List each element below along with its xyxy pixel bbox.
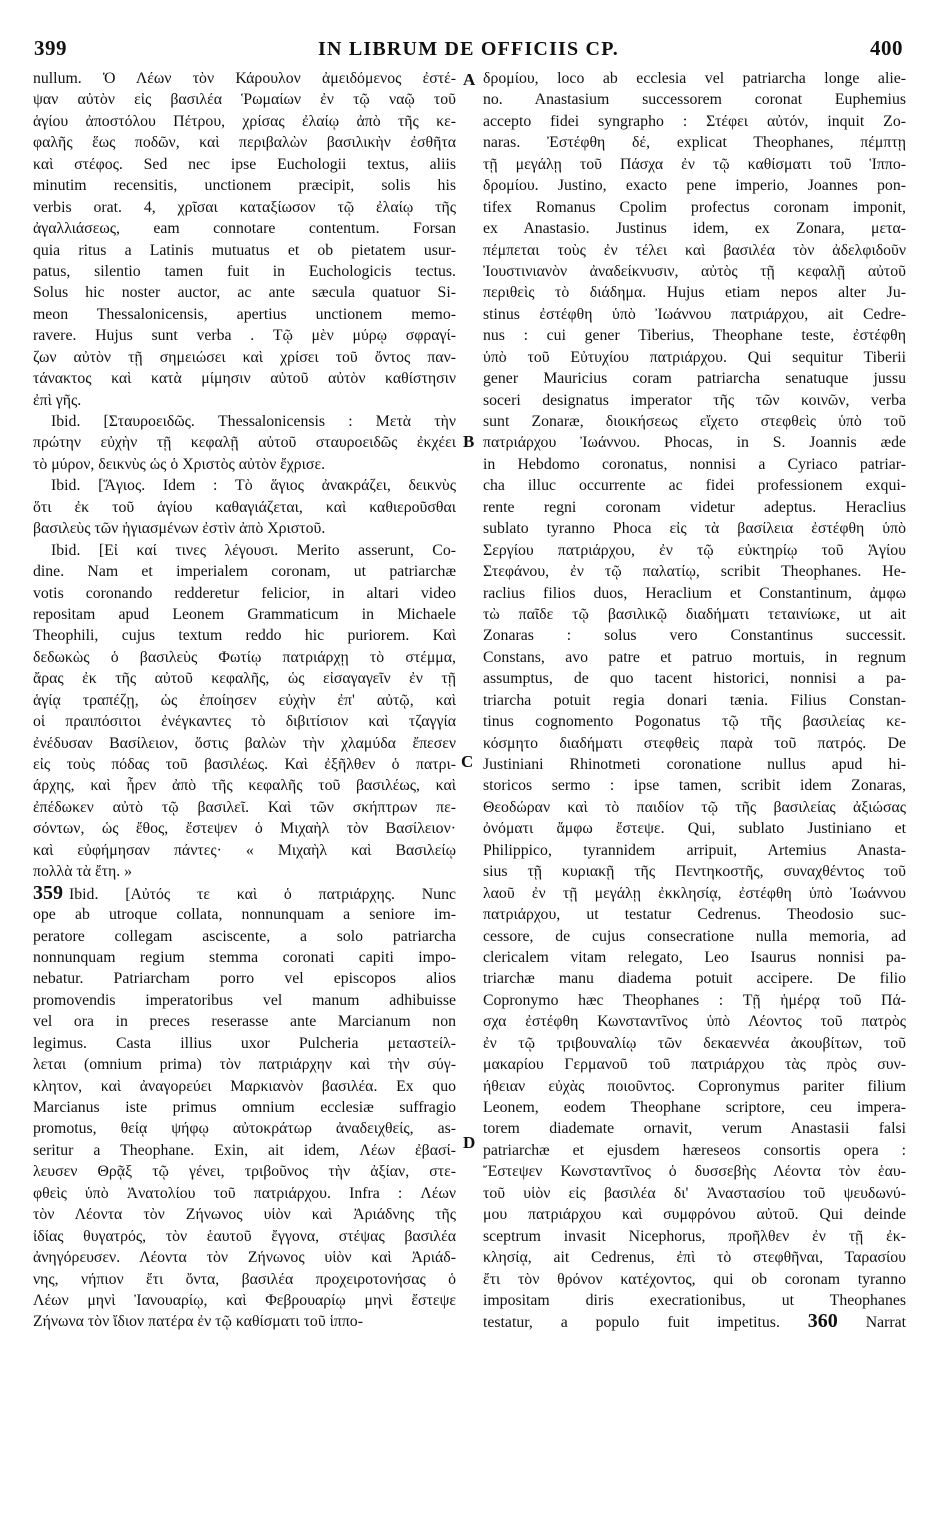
- line-text: καὶ εὐφήμησαν πάντες· « Μιχαὴλ καὶ Βασιλείῳ: [33, 841, 456, 859]
- line-text: quia ritus a Latinis mutuatus et ob pietatem usur-: [33, 241, 456, 259]
- line-text: Ibid. [Αὐτός τε καὶ ὁ πατριάρχης. Nunc: [69, 885, 456, 903]
- left-column: [33, 68, 456, 1333]
- line-text: ζων αὐτὸν τῇ σημειώσει καὶ χρίσει τοῦ ὄντος παν-: [33, 348, 456, 366]
- text-line: [483, 1226, 906, 1247]
- line-text: βασιλεὺς τῶν ἡγιασμένων ἐστὶν ἀπὸ Χριστοῦ.: [33, 520, 326, 538]
- line-text: nullum. Ὁ Λέων τὸν Κάρουλον ἀμειδόμενος ἐστέ-: [33, 70, 456, 87]
- text-line: [483, 175, 906, 196]
- line-text: ravere. Hujus sunt verba . Τῷ μὲν μύρῳ σφραγί-: [33, 327, 456, 345]
- line-text: cha illuc occurrente ac fidei professionem exqui-: [483, 477, 906, 495]
- line-text: ἐπέδωκεν αὐτὸ τῷ βασιλεῖ. Καὶ τῶν σκήπτρων πε-: [33, 798, 456, 816]
- text-line: [483, 1183, 906, 1204]
- line-text: meon Thessalonicensis, apertius unctionem memo-: [33, 305, 456, 323]
- line-text: Σεργίου πατριάρχου, ἐν τῷ εὐκτηρίῳ τοῦ Ἁγίου: [483, 541, 906, 559]
- text-line: [33, 647, 456, 668]
- text-line: [33, 990, 456, 1011]
- line-text: Ἔστεψεν Κωνσταντῖνος ὁ δυσσεβὴς Λέοντα τὸν ἑαυ-: [483, 1163, 906, 1181]
- line-text: naras. Ἐστέφθη δέ, explicat Theophanes, πέμπτῃ: [483, 134, 906, 152]
- line-text: πατριάρχου, ut testatur Cedrenus. Theodosio suc-: [483, 906, 906, 924]
- text-line: [483, 454, 906, 475]
- text-line: [483, 883, 906, 904]
- text-line: [33, 1054, 456, 1075]
- line-text: ἐνέδυσαν Βασίλειον, ὅστις βαλὼν τὴν χλαμύδα ἔπεσεν: [33, 734, 456, 752]
- text-line: [33, 68, 456, 89]
- text-line: [33, 1311, 456, 1332]
- line-text: sunt Zonaræ, διοικήσεως εἴχετο στεφθεὶς ὑπὸ τοῦ: [483, 413, 906, 430]
- text-line: [483, 1118, 906, 1139]
- text-line: [33, 111, 456, 132]
- text-line: [483, 540, 906, 561]
- text-line: [483, 411, 906, 432]
- text-line: [483, 1033, 906, 1054]
- text-line: [33, 1076, 456, 1097]
- margin-marker-b: B: [463, 432, 475, 451]
- text-line: [33, 926, 456, 947]
- text-line: [483, 690, 906, 711]
- line-text: storicos sermo : ipse tamen, scribit idem Zonaras,: [483, 777, 906, 795]
- line-text: ἐν τῷ τριβουναλίῳ τῶν δεκαεννέα ἀκουβίτων, τοῦ: [483, 1034, 906, 1052]
- line-text: ἀνηγόρευσεν. Λέοντα τὸν Ζήνωνος υἱὸν καὶ Ἀριάδ-: [33, 1249, 456, 1267]
- line-text: sublato tyranno Phoca εἰς τὰ βασίλεια ἐστέφθη ὑπὸ: [483, 520, 906, 538]
- text-line: [483, 625, 906, 646]
- line-text: verbis orat. 4, χρῖσαι καταξίωσον τῷ ἐλαίῳ τῆς: [33, 198, 456, 216]
- text-line: [483, 840, 906, 861]
- line-text: promovendis imperatoribus vel manum adhibuisse: [33, 991, 456, 1009]
- text-line: [33, 711, 456, 732]
- text-line: [483, 711, 906, 732]
- text-line: [33, 583, 456, 604]
- line-text: triarchæ manu diadema potuit accipere. De filio: [483, 970, 906, 988]
- right-column: [483, 68, 906, 1333]
- text-line: [33, 904, 456, 925]
- text-line: [33, 668, 456, 689]
- line-text: τὼ παῖδε τῷ βασιλικῷ διαδήματι τεταινίωκε, ut ait: [483, 605, 906, 623]
- text-line: [483, 968, 906, 989]
- text-line: [483, 347, 906, 368]
- line-text: Θεοδώραν καὶ τὸ παιδίον τῷ τῆς βασιλείας ἀξιώσας: [483, 798, 906, 816]
- text-line: [483, 1311, 906, 1332]
- text-line: [483, 282, 906, 303]
- line-text: Ἰουστινιανὸν ἀναδείκνυσιν, αὐτὸς τῇ κεφαλῇ αὐτοῦ: [483, 262, 906, 280]
- line-text: impositam diris execrationibus, ut Theophanes: [483, 1291, 906, 1309]
- text-line: [483, 1011, 906, 1032]
- section-number: 360: [807, 1311, 838, 1333]
- text-line: [483, 1054, 906, 1075]
- line-text: λευσεν Θρᾷξ τῷ γένει, τριβοῦνος τὴν ἀξίαν, στε-: [33, 1163, 456, 1181]
- line-text: εἰς τοὺς πόδας τοῦ βασιλέως. Καὶ ἐξῆλθεν ὁ πατρι-: [33, 756, 456, 773]
- text-line: [33, 1247, 456, 1268]
- line-text: ὅτι ἐκ τοῦ ἁγίου καθαγιάζεται, καὶ καθιεροῦσθαι: [33, 498, 456, 516]
- line-text: Ibid. [Εἰ καί τινες λέγουσι. Merito asserunt, Co-: [51, 541, 456, 559]
- text-line: [483, 818, 906, 839]
- text-line: [483, 668, 906, 689]
- line-text: κόσμητο διαδήματι στεφθεὶς παρὰ τοῦ πατρός. De: [483, 734, 906, 752]
- line-text: ex Anastasio. Justinus idem, ex Zonara, μετα-: [483, 220, 906, 238]
- text-line: [483, 926, 906, 947]
- text-line: [483, 132, 906, 153]
- line-text: Theophili, cujus textum reddo hic puriorem. Καὶ: [33, 627, 456, 645]
- line-text: rente regni coronam videtur adeptus. Heraclius: [483, 498, 906, 516]
- right-page-number: 400: [870, 36, 903, 60]
- text-line: [483, 1140, 906, 1161]
- text-line: [33, 690, 456, 711]
- text-line: [33, 347, 456, 368]
- line-text: δεδωκὼς ὁ βασιλεὺς Φωτίῳ πατριάρχῃ τὸ στέμμα,: [33, 648, 456, 666]
- text-line: [483, 390, 906, 411]
- text-line: [33, 1226, 456, 1247]
- line-text: no. Anastasium successorem coronat Euphemius: [483, 91, 906, 109]
- text-line: [33, 218, 456, 239]
- text-line: [483, 990, 906, 1011]
- text-line: [483, 368, 906, 389]
- line-text: triarcha potuit regia donari tænia. Filius Constan-: [483, 691, 906, 709]
- line-text: soceri designatus imperator τῆς τῶν κοινῶν, verba: [483, 391, 906, 409]
- text-line: [33, 861, 456, 882]
- line-text: λεται (omnium prima) τὸν πατριάρχην καὶ τὴν σύγ-: [33, 1056, 456, 1074]
- line-text: Leonem, eodem Theophane scriptore, ceu impera-: [483, 1099, 906, 1116]
- text-line: [33, 89, 456, 110]
- line-text: ὑπὸ τοῦ Εὐτυχίου πατριάρχου. Qui sequitur Tiberii: [483, 348, 906, 366]
- line-text: ope ab utroque collata, nonnunquam a seniore im-: [33, 906, 456, 924]
- line-text: Philippico, tyrannidem arripuit, Artemius Anasta-: [483, 841, 906, 859]
- text-line: [33, 154, 456, 175]
- line-text: Λέων μηνὶ Ἰανουαρίῳ, καὶ Φεβρουαρίῳ μηνὶ ἔστεψε: [33, 1291, 456, 1309]
- running-title: IN LIBRUM DE OFFICIIS CP.: [318, 38, 619, 60]
- line-text: promotus, θείᾳ ψήφῳ αὐτοκράτωρ ἀναδειχθείς, as-: [33, 1120, 456, 1138]
- margin-marker-a: A: [463, 70, 476, 89]
- text-line: [33, 540, 456, 561]
- text-line: [33, 1011, 456, 1032]
- line-text: ήθειαν εὐχὰς ποιοῦντος. Copronymus pariter filium: [483, 1077, 906, 1095]
- text-line: [33, 390, 456, 411]
- text-line: [33, 304, 456, 325]
- text-line: [483, 240, 906, 261]
- text-line: [483, 1269, 906, 1290]
- text-line: [33, 475, 456, 496]
- line-text: δρομίου, loco ab ecclesia vel patriarcha longe alie-: [483, 70, 906, 87]
- text-line: [483, 518, 906, 539]
- line-text: ἰδίας θυγατρός, τὸν ἑαυτοῦ ἔγγονα, στέψας βασιλέα: [33, 1227, 456, 1245]
- text-line: [33, 175, 456, 196]
- text-line: [483, 218, 906, 239]
- line-text: legimus. Casta illius uxor Pulcheria μεταστείλ-: [33, 1034, 456, 1052]
- section-number: 359: [33, 882, 63, 904]
- line-text: repositam apud Leonem Grammaticum in Michaele: [33, 605, 456, 623]
- line-text: torem diademate ornavit, verum Anastasii falsi: [483, 1120, 906, 1138]
- text-line: [483, 647, 906, 668]
- text-line: [483, 154, 906, 175]
- line-text: τάνακτος καὶ κατὰ μίμησιν αὐτοῦ αὐτὸν καθίστησιν: [33, 370, 456, 388]
- line-text: tifex Romanus Cpolim profectus coronam imponit,: [483, 198, 906, 216]
- text-line: [33, 561, 456, 582]
- text-line: [33, 797, 456, 818]
- line-text: πέμπεται τοὺς ἐν τέλει καὶ βασιλέα τὸν ἀδελφιδοῦν: [483, 241, 906, 259]
- line-text: dine. Nam et imperialem coronam, ut patriarchæ: [33, 563, 456, 581]
- text-line: [483, 1161, 906, 1182]
- line-text: τοῦ υἱὸν εἰς βασιλέα δι' Ἀναστασίου τοῦ ψευδωνύ-: [483, 1184, 906, 1202]
- text-line: [483, 861, 906, 882]
- margin-marker-d: D: [463, 1133, 476, 1152]
- line-text: Justiniani Rhinotmeti coronatione nullus apud hi-: [483, 756, 906, 773]
- text-line: [33, 947, 456, 968]
- text-line: [33, 1269, 456, 1290]
- line-text: καὶ στέφος. Sed nec ipse Euchologii textus, aliis: [33, 155, 456, 173]
- line-text: Solus hic noster auctor, ac ante sæcula quatuor Si-: [33, 284, 456, 302]
- text-line: [33, 518, 456, 539]
- text-line: [483, 111, 906, 132]
- line-text: Copronymo hæc Theophanes : Τῇ ἡμέρᾳ τοῦ Πά-: [483, 991, 906, 1009]
- line-text: φθεὶς ὑπὸ Ἀνατολίου τοῦ πατριάρχου. Infra : Λέων: [33, 1184, 456, 1202]
- text-line: [33, 1183, 456, 1204]
- text-line: [483, 797, 906, 818]
- text-line: [33, 197, 456, 218]
- line-text: ἐπὶ γῆς.: [33, 391, 82, 409]
- line-text: πατριάρχου Ἰωάννου. Phocas, in S. Joannis æde: [483, 434, 906, 452]
- text-line: [483, 775, 906, 796]
- line-text: stinus ἐστέφθη ὑπὸ Ἰωάννου πατριάρχου, ait Cedre-: [483, 305, 906, 323]
- line-text: ἔτι τὸν θρόνον κατέχοντος, qui ob coronam tyranno: [483, 1270, 906, 1288]
- line-text: Ibid. [Σταυροειδῶς. Thessalonicensis : Μετὰ τὴν: [51, 413, 456, 430]
- text-line: [483, 1076, 906, 1097]
- line-text: gener Mauricius coram patriarcha senatuque jussu: [483, 370, 906, 388]
- text-line: [483, 1247, 906, 1268]
- line-text: ἀγαλλιάσεως, eam connotare contentum. Forsan: [33, 220, 456, 238]
- line-text: σόντων, ὡς ἔθος, ἔστεψεν ὁ Μιχαὴλ τὸν Βασίλειον·: [33, 820, 456, 838]
- line-text: Marcianus iste primus omnium ecclesiæ suffragio: [33, 1099, 456, 1116]
- text-line: [483, 754, 906, 775]
- running-header: [34, 36, 903, 62]
- line-text: votis coronando redderetur felicior, in altari video: [33, 584, 456, 602]
- text-line: [483, 197, 906, 218]
- line-text: περιθεὶς τὸ διάδημα. Hujus etiam nepos alter Ju-: [483, 284, 906, 302]
- line-text: Στεφάνου, ἐν τῷ παλατίῳ, scribit Theophanes. He-: [483, 563, 906, 581]
- text-line: [33, 432, 456, 453]
- text-line: [483, 261, 906, 282]
- text-line: [483, 947, 906, 968]
- text-line: [33, 497, 456, 518]
- line-text: φαλῆς ἕως ποδῶν, καὶ περιβαλὼν βασιλικὴν ἐσθῆτα: [33, 134, 456, 152]
- margin-marker-c: C: [461, 752, 474, 771]
- line-text: Zonaras : solus vero Constantinus successit.: [483, 627, 906, 645]
- line-text: patus, silentio tamen fuit in Euchologicis tectus.: [33, 262, 456, 280]
- line-text: nebatur. Patriarcham porro vel episcopos alios: [33, 970, 456, 988]
- line-text: tinus cognomento Pogonatus τῷ τῆς βασιλείας κε-: [483, 713, 906, 731]
- text-line: [483, 561, 906, 582]
- text-line: [483, 68, 906, 89]
- line-text: nus : cui gener Tiberius, Theophane teste, ἐστέφθη: [483, 327, 906, 345]
- line-text: κλητον, καὶ ἀναγορεύει Μαρκιανὸν βασιλέα. Ex quo: [33, 1077, 456, 1095]
- text-line: [33, 818, 456, 839]
- line-text: πρώτην εὐχὴν τῇ κεφαλῇ αὐτοῦ σταυροειδῶς ἐκχέει: [33, 434, 456, 452]
- line-text: σχα ἐστέφθη Κωνσταντῖνος ὑπὸ Λέοντος τοῦ πατρὸς: [483, 1013, 906, 1031]
- text-line: [33, 1290, 456, 1311]
- text-line: [483, 1204, 906, 1225]
- line-text: ἄρας ἐκ τῆς αὐτοῦ κεφαλῆς, ὡς εἰσαγαγεῖν ἐν τῇ: [33, 670, 456, 688]
- text-line: [33, 1033, 456, 1054]
- text-line: [483, 325, 906, 346]
- text-line: [33, 968, 456, 989]
- line-text: τῇ μεγάλῃ τοῦ Πάσχα ἐν τῷ καθίσματι τοῦ Ἱππο-: [483, 155, 906, 173]
- line-text: άρχης, καὶ ἦρεν ἀπὸ τῆς κεφαλῆς τοῦ βασιλέως, καὶ: [33, 777, 456, 795]
- line-text: ὀνόματι ἄμφω ἔστεψε. Qui, sublato Justiniano et: [483, 820, 906, 838]
- text-line: [33, 733, 456, 754]
- line-text: accepto fidei syngrapho : Στέφει αὐτόν, inquit Zo-: [483, 112, 906, 130]
- text-line: [33, 1204, 456, 1225]
- catchword: Narrat: [865, 1314, 906, 1332]
- line-text: in Hebdomo coronatus, nonnisi a Cyriaco patriar-: [483, 455, 906, 473]
- text-line: [33, 368, 456, 389]
- text-line: [33, 240, 456, 261]
- line-text: νης, νήπιον ἔτι ὄντα, βασιλέα προχειροτονήσας ὁ: [33, 1270, 456, 1288]
- text-line: [33, 261, 456, 282]
- text-line: [33, 840, 456, 861]
- line-text: μου πατριάρχου καὶ συμφρόνου αὐτοῦ. Qui deinde: [483, 1206, 906, 1224]
- line-text: ἁγίου ἀποστόλου Πέτρου, χρίσας ἐλαίῳ ἀπὸ τῆς κε-: [33, 112, 456, 130]
- text-line: [33, 1140, 456, 1161]
- line-text: δρομίου. Justino, exacto pene imperio, Joannes pon-: [483, 177, 906, 195]
- text-line: [33, 1161, 456, 1182]
- text-line: [33, 282, 456, 303]
- line-text: testatur, a populo fuit impetitus.: [483, 1314, 780, 1332]
- text-line: [483, 89, 906, 110]
- line-text: Ζήνωνα τὸν ἴδιον πατέρα ἐν τῷ καθίσματι τοῦ ἱππο-: [33, 1313, 363, 1331]
- line-text: patriarchæ et ejusdem hæreseos consortis opera :: [483, 1141, 906, 1159]
- text-line: [483, 1097, 906, 1118]
- text-line: [33, 883, 456, 904]
- text-line: [483, 497, 906, 518]
- text-line: [483, 583, 906, 604]
- line-text: κλησίᾳ, ait Cedrenus, ἐπὶ τὸ στεφθῆναι, Ταρασίου: [483, 1249, 906, 1267]
- line-text: πολλὰ τὰ ἔτη. »: [33, 863, 133, 881]
- line-text: raclius filios duos, Heraclium et Constantinum, ἀμφω: [483, 584, 906, 602]
- text-line: [33, 325, 456, 346]
- line-text: seritur a Theophane. Exin, ait idem, Λέων ἐβασί-: [33, 1141, 456, 1159]
- text-line: [33, 775, 456, 796]
- line-text: peratore collegam asciscente, a solo patriarcha: [33, 927, 456, 945]
- text-line: [33, 1097, 456, 1118]
- line-text: μακαρίου Γερμανοῦ τοῦ πατριάρχου τὰς πρὸς συν-: [483, 1056, 906, 1074]
- line-text: sius τῇ κυριακῇ τῆς Πεντηκοστῆς, συναχθέντος τοῦ: [483, 863, 906, 881]
- text-line: [483, 904, 906, 925]
- text-line: [33, 754, 456, 775]
- text-line: [33, 1118, 456, 1139]
- line-text: vel ora in preces reserasse ante Marcianum non: [33, 1013, 456, 1031]
- line-text: τὸν Λέοντα τὸν Ζήνωνος υἱὸν καὶ Ἀριάδνης τῆς: [33, 1206, 456, 1224]
- line-text: nonnunquam regium stemma coronati capiti impo-: [33, 948, 456, 966]
- text-line: [483, 604, 906, 625]
- line-text: οἱ πραιπόσιτοι ἐνέγκαντες τὸ διβιτίσιον καὶ τζαγγία: [33, 713, 456, 731]
- line-text: assumptus, de quo tacent historici, nonnisi a pa-: [483, 670, 906, 688]
- line-text: λαοῦ ἐν τῇ μεγάλῃ ἐκκλησίᾳ, ἐστέφθη ὑπὸ Ἰωάννου: [483, 884, 906, 902]
- text-line: [33, 454, 456, 475]
- line-text: clericalem vitam relegato, Leo Isaurus nonnisi pa-: [483, 948, 906, 966]
- line-text: minutim recensitis, unctionem præcipit, solis his: [33, 177, 456, 195]
- text-line: [483, 733, 906, 754]
- line-text: τὸ μύρον, δεικνὺς ὡς ὁ Χριστὸς αὐτὸν ἔχρισε.: [33, 455, 326, 473]
- text-line: [483, 475, 906, 496]
- line-text: Ibid. [Ἅγιος. Idem : Τὸ ἅγιος ἀνακράζει, δεικνὺς: [51, 477, 456, 495]
- line-text: sceptrum invasit Nicephorus, προῆλθεν ἐν τῇ ἐκ-: [483, 1227, 906, 1245]
- left-page-number: 399: [34, 36, 67, 60]
- line-text: Constans, avo patre et patruo mortuis, in regnum: [483, 648, 906, 666]
- line-text: ἁγίᾳ τραπέζῃ, ὡς ἐποίησεν εὐχὴν ἐπ' αὐτῷ, καὶ: [33, 691, 456, 709]
- text-line: [33, 132, 456, 153]
- text-line: [483, 304, 906, 325]
- text-line: [33, 604, 456, 625]
- line-text: ψαν αὐτὸν εἰς βασιλέα Ῥωμαίων ἐν τῷ ναῷ τοῦ: [33, 91, 456, 109]
- line-text: cessore, de cujus consecratione nulla memoria, ad: [483, 927, 906, 945]
- text-line: [483, 432, 906, 453]
- text-line: [33, 411, 456, 432]
- text-line: [33, 625, 456, 646]
- text-line: [483, 1290, 906, 1311]
